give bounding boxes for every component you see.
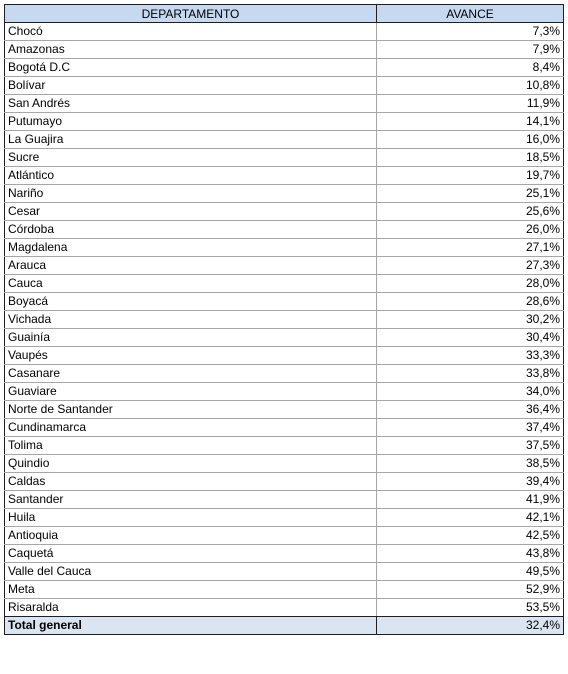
table-body [5,23,564,617]
table-row [5,401,564,419]
column-header-avance[interactable]: AVANCE [377,5,564,23]
departamento-cell[interactable]: Risaralda [5,599,377,617]
table-row [5,185,564,203]
avance-cell[interactable]: 49,5% [377,563,564,581]
departamento-cell[interactable]: Santander [5,491,377,509]
spreadsheet-table-container [4,4,564,635]
departamento-cell[interactable]: Cesar [5,203,377,221]
table-row [5,347,564,365]
table-row [5,527,564,545]
avance-cell[interactable]: 27,3% [377,257,564,275]
table-row [5,293,564,311]
departamento-cell[interactable]: Norte de Santander [5,401,377,419]
departamento-cell[interactable]: Bogotá D.C [5,59,377,77]
departamento-cell[interactable]: Caldas [5,473,377,491]
departamento-cell[interactable]: Caquetá [5,545,377,563]
departamento-cell[interactable]: San Andrés [5,95,377,113]
avance-cell[interactable]: 52,9% [377,581,564,599]
header-row [5,5,564,23]
departamento-cell[interactable]: Guaviare [5,383,377,401]
departamento-cell[interactable]: Tolima [5,437,377,455]
table-row [5,563,564,581]
table-row [5,59,564,77]
table-row [5,239,564,257]
avance-cell[interactable]: 37,4% [377,419,564,437]
departamento-cell[interactable]: Atlántico [5,167,377,185]
avance-cell[interactable]: 39,4% [377,473,564,491]
table-row [5,131,564,149]
avance-cell[interactable]: 34,0% [377,383,564,401]
avance-cell[interactable]: 16,0% [377,131,564,149]
departamento-cell[interactable]: Huila [5,509,377,527]
avance-cell[interactable]: 42,5% [377,527,564,545]
departamento-cell[interactable]: Casanare [5,365,377,383]
table-row [5,455,564,473]
departamento-cell[interactable]: Sucre [5,149,377,167]
avance-cell[interactable]: 7,9% [377,41,564,59]
departamento-cell[interactable]: Quindio [5,455,377,473]
departamento-cell[interactable]: Antioquia [5,527,377,545]
departamento-cell[interactable]: Valle del Cauca [5,563,377,581]
table-row [5,203,564,221]
table-row [5,149,564,167]
table-row [5,509,564,527]
table-row [5,41,564,59]
table-row [5,491,564,509]
column-header-departamento[interactable]: DEPARTAMENTO [5,5,377,23]
avance-cell[interactable]: 14,1% [377,113,564,131]
avance-cell[interactable]: 11,9% [377,95,564,113]
avance-cell[interactable]: 33,3% [377,347,564,365]
avance-cell[interactable]: 25,6% [377,203,564,221]
table-row [5,419,564,437]
table-row [5,257,564,275]
departamento-cell[interactable]: Magdalena [5,239,377,257]
table-row [5,113,564,131]
departamento-cell[interactable]: Cundinamarca [5,419,377,437]
table-row [5,473,564,491]
departamento-cell[interactable]: Amazonas [5,41,377,59]
departamento-cell[interactable]: Guainía [5,329,377,347]
avance-cell[interactable]: 8,4% [377,59,564,77]
avance-cell[interactable]: 37,5% [377,437,564,455]
avance-cell[interactable]: 36,4% [377,401,564,419]
table-row [5,95,564,113]
table-row [5,581,564,599]
avance-cell[interactable]: 33,8% [377,365,564,383]
departamento-cell[interactable]: Vichada [5,311,377,329]
departamento-cell[interactable]: Vaupés [5,347,377,365]
departamento-cell[interactable]: Bolívar [5,77,377,95]
avance-cell[interactable]: 28,6% [377,293,564,311]
avance-cell[interactable]: 30,4% [377,329,564,347]
total-row [5,617,564,635]
table-row [5,221,564,239]
table-row [5,77,564,95]
total-avance-cell[interactable]: 32,4% [377,617,564,635]
table-row [5,383,564,401]
departamento-cell[interactable]: Chocó [5,23,377,41]
departamento-cell[interactable]: Nariño [5,185,377,203]
departamento-cell[interactable]: Arauca [5,257,377,275]
table-row [5,311,564,329]
table-row [5,437,564,455]
table-row [5,329,564,347]
avance-cell[interactable]: 53,5% [377,599,564,617]
avance-cell[interactable]: 7,3% [377,23,564,41]
departamento-cell[interactable]: La Guajira [5,131,377,149]
table-row [5,599,564,617]
table-row [5,275,564,293]
departamento-cell[interactable]: Boyacá [5,293,377,311]
departamento-cell[interactable]: Putumayo [5,113,377,131]
table-row [5,167,564,185]
avance-cell[interactable]: 26,0% [377,221,564,239]
total-label-cell[interactable]: Total general [5,617,377,635]
avance-cell[interactable]: 18,5% [377,149,564,167]
avance-cell[interactable]: 25,1% [377,185,564,203]
table-row [5,23,564,41]
departamento-cell[interactable]: Córdoba [5,221,377,239]
avance-cell[interactable]: 42,1% [377,509,564,527]
avance-cell[interactable]: 30,2% [377,311,564,329]
avance-cell[interactable]: 27,1% [377,239,564,257]
departamento-cell[interactable]: Cauca [5,275,377,293]
avance-cell[interactable]: 10,8% [377,77,564,95]
table-row [5,545,564,563]
departamento-cell[interactable]: Meta [5,581,377,599]
avance-cell[interactable]: 28,0% [377,275,564,293]
avance-cell[interactable]: 41,9% [377,491,564,509]
avance-cell[interactable]: 38,5% [377,455,564,473]
table-row [5,365,564,383]
avance-cell[interactable]: 19,7% [377,167,564,185]
avance-cell[interactable]: 43,8% [377,545,564,563]
avance-table [4,4,564,635]
